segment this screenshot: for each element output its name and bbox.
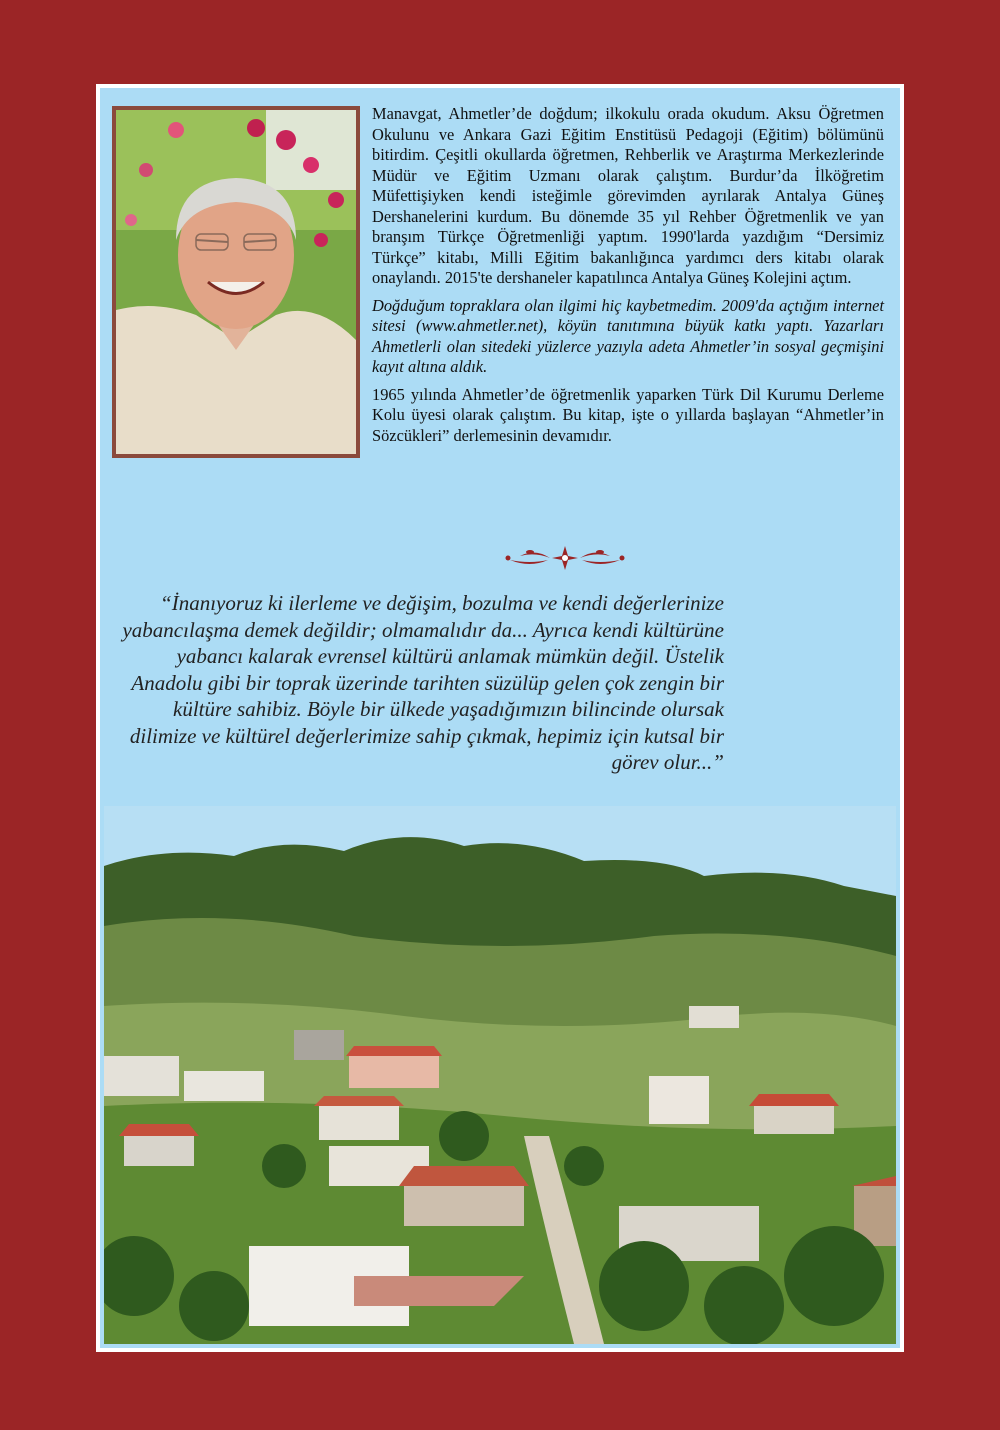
bio-paragraph-1: Manavgat, Ahmetler’de doğdum; ilkokulu orada okudum. Aksu Öğretmen Okulunu ve Ankara Gazi Eğitim Enstitüsü Pedagoji (Eğitim) bölümünü bitirdim. Çeşitli okullarda öğretmen, Rehberlik ve Araştırma Merkezlerinde Müdür ve Eğitim Uzmanı olarak çalıştım. Burdur’da İlköğretim Müfettişiyken kendi isteğimle görevimden ayrılarak Antalya Güneş Dershanelerini kurdum. Bu dönemde 35 yıl Rehber Öğretmenlik ve yan branşım Türkçe Öğretmenliği yaptım. 1990'larda yazdığım “Dersimiz Türkçe” kitabı, Milli Eğitim bakanlığınca yardımcı ders kitabı olarak onaylandı. 2015'te dershaneler kapatılınca Antalya Güneş Kolejini açtım. [372, 104, 884, 287]
page-frame [96, 84, 904, 1352]
quote-text: “İnanıyoruz ki ilerleme ve değişim, bozulma ve kendi değerlerinize yabancılaşma demek değildir; olmamalıdır da... Ayrıca kendi kültürüne yabancı kalarak evrensel kültürü anlamak mümkün değil. Üstelik Anadolu gibi bir toprak üzerinde tarihten süzülüp gelen çok zengin bir kültüre sahibiz. Böyle bir ülkede yaşadığımızın bilincinde olursak dilimize ve kültürel değerlerimize sahip çıkmak, hepimiz için kutsal bir görev olur...” [122, 591, 724, 774]
floral-ornament-icon [500, 542, 630, 574]
bio-paragraph-2: Doğduğum topraklara olan ilgimi hiç kaybetmedim. 2009'da açtığım internet sitesi (www.ahmetler.net), köyün tanıtımına büyük katkı yaptı. Yazarları Ahmetlerli olan sitedeki yüzlerce yazıyla adeta Ahmetler’in sosyal geçmişini kayıt altına aldık. [372, 295, 884, 376]
author-biography [372, 104, 884, 453]
author-photo [116, 110, 356, 454]
village-landscape-photo [104, 806, 896, 1344]
content-panel [100, 88, 900, 1348]
author-portrait [112, 106, 360, 458]
bio-paragraph-3: 1965 yılında Ahmetler’de öğretmenlik yaparken Türk Dil Kurumu Derleme Kolu üyesi olarak çalıştım. Bu kitap, işte o yıllarda başlayan “Ahmetler’in Sözcükleri” derlemesinin devamıdır. [372, 384, 884, 445]
